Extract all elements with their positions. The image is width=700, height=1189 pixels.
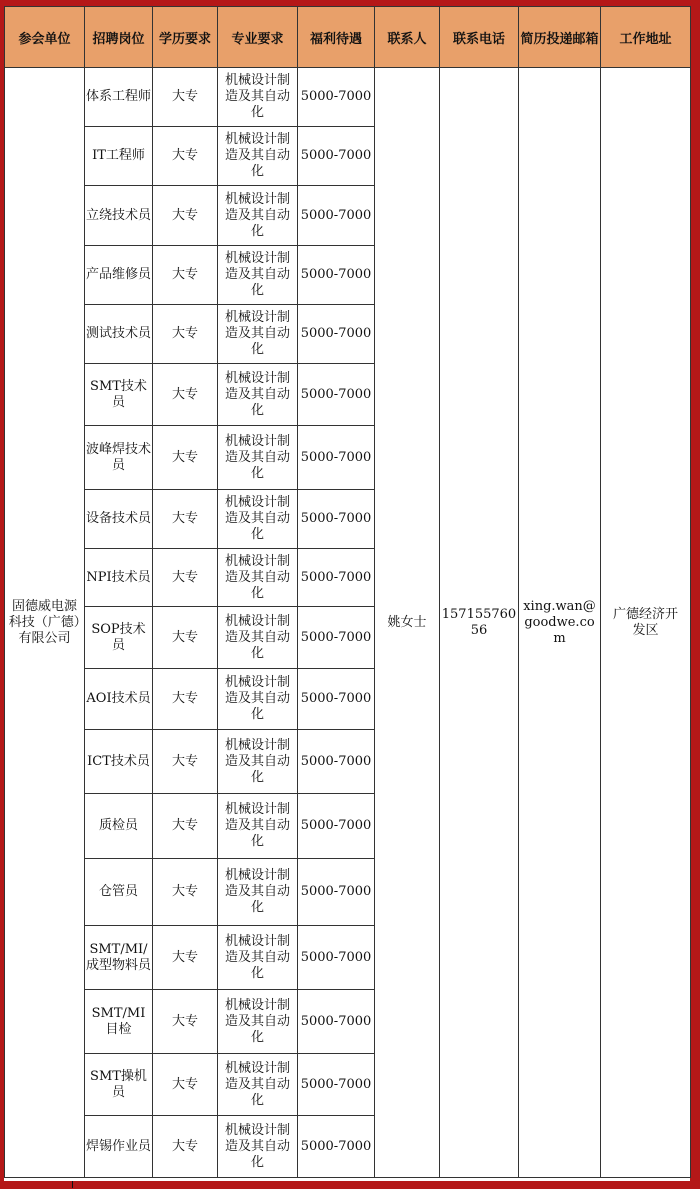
header-email: 简历投递邮箱 (519, 7, 601, 68)
major-cell: 机械设计制造及其自动化 (218, 669, 298, 730)
salary-cell: 5000-7000 (298, 246, 375, 305)
position-cell: SOP技术员 (85, 607, 153, 669)
table-body (5, 68, 691, 1178)
company-cell: 固德威电源科技（广德）有限公司 (5, 68, 85, 1178)
major-cell: 机械设计制造及其自动化 (218, 490, 298, 549)
header-major: 专业要求 (218, 7, 298, 68)
position-cell: 仓管员 (85, 859, 153, 926)
education-cell: 大专 (153, 305, 218, 364)
salary-cell: 5000-7000 (298, 426, 375, 490)
position-cell: AOI技术员 (85, 669, 153, 730)
position-cell: 测试技术员 (85, 305, 153, 364)
major-cell: 机械设计制造及其自动化 (218, 926, 298, 990)
position-cell: ICT技术员 (85, 730, 153, 794)
major-cell: 机械设计制造及其自动化 (218, 1116, 298, 1178)
address-cell: 广德经济开发区 (601, 68, 691, 1178)
education-cell: 大专 (153, 127, 218, 186)
salary-cell: 5000-7000 (298, 669, 375, 730)
major-cell: 机械设计制造及其自动化 (218, 1054, 298, 1116)
header-position: 招聘岗位 (85, 7, 153, 68)
salary-cell: 5000-7000 (298, 68, 375, 127)
position-cell: SMT操机员 (85, 1054, 153, 1116)
header-education: 学历要求 (153, 7, 218, 68)
major-cell: 机械设计制造及其自动化 (218, 794, 298, 859)
major-cell: 机械设计制造及其自动化 (218, 246, 298, 305)
education-cell: 大专 (153, 730, 218, 794)
position-cell: 波峰焊技术员 (85, 426, 153, 490)
position-cell: 产品维修员 (85, 246, 153, 305)
position-cell: NPI技术员 (85, 549, 153, 607)
education-cell: 大专 (153, 669, 218, 730)
header-address: 工作地址 (601, 7, 691, 68)
header-contact: 联系人 (375, 7, 440, 68)
position-cell: SMT/MI目检 (85, 990, 153, 1054)
position-cell: 质检员 (85, 794, 153, 859)
salary-cell: 5000-7000 (298, 186, 375, 246)
education-cell: 大专 (153, 186, 218, 246)
education-cell: 大专 (153, 1054, 218, 1116)
major-cell: 机械设计制造及其自动化 (218, 607, 298, 669)
salary-cell: 5000-7000 (298, 364, 375, 426)
education-cell: 大专 (153, 1116, 218, 1178)
table-row (5, 68, 691, 127)
position-cell: SMT/MI/成型物料员 (85, 926, 153, 990)
education-cell: 大专 (153, 364, 218, 426)
education-cell: 大专 (153, 859, 218, 926)
position-cell: 体系工程师 (85, 68, 153, 127)
salary-cell: 5000-7000 (298, 730, 375, 794)
contact-cell: 姚女士 (375, 68, 440, 1178)
salary-cell: 5000-7000 (298, 990, 375, 1054)
major-cell: 机械设计制造及其自动化 (218, 364, 298, 426)
corner-mark (72, 1181, 76, 1188)
major-cell: 机械设计制造及其自动化 (218, 426, 298, 490)
major-cell: 机械设计制造及其自动化 (218, 305, 298, 364)
education-cell: 大专 (153, 607, 218, 669)
recruitment-table (4, 6, 691, 1178)
position-cell: 焊锡作业员 (85, 1116, 153, 1178)
major-cell: 机械设计制造及其自动化 (218, 549, 298, 607)
major-cell: 机械设计制造及其自动化 (218, 990, 298, 1054)
position-cell: 立绕技术员 (85, 186, 153, 246)
education-cell: 大专 (153, 68, 218, 127)
header-salary: 福利待遇 (298, 7, 375, 68)
major-cell: 机械设计制造及其自动化 (218, 68, 298, 127)
major-cell: 机械设计制造及其自动化 (218, 127, 298, 186)
salary-cell: 5000-7000 (298, 549, 375, 607)
position-cell: 设备技术员 (85, 490, 153, 549)
recruitment-sheet (4, 6, 690, 1181)
salary-cell: 5000-7000 (298, 1116, 375, 1178)
header-company: 参会单位 (5, 7, 85, 68)
major-cell: 机械设计制造及其自动化 (218, 859, 298, 926)
education-cell: 大专 (153, 990, 218, 1054)
header-phone: 联系电话 (440, 7, 519, 68)
position-cell: SMT技术员 (85, 364, 153, 426)
education-cell: 大专 (153, 549, 218, 607)
salary-cell: 5000-7000 (298, 127, 375, 186)
education-cell: 大专 (153, 426, 218, 490)
education-cell: 大专 (153, 246, 218, 305)
email-cell[interactable]: xing.wan@goodwe.com (519, 68, 601, 1178)
position-cell: IT工程师 (85, 127, 153, 186)
header-row (5, 7, 691, 68)
major-cell: 机械设计制造及其自动化 (218, 186, 298, 246)
salary-cell: 5000-7000 (298, 490, 375, 549)
salary-cell: 5000-7000 (298, 607, 375, 669)
education-cell: 大专 (153, 794, 218, 859)
phone-cell: 15715576056 (440, 68, 519, 1178)
salary-cell: 5000-7000 (298, 926, 375, 990)
salary-cell: 5000-7000 (298, 794, 375, 859)
salary-cell: 5000-7000 (298, 305, 375, 364)
education-cell: 大专 (153, 926, 218, 990)
salary-cell: 5000-7000 (298, 1054, 375, 1116)
salary-cell: 5000-7000 (298, 859, 375, 926)
education-cell: 大专 (153, 490, 218, 549)
major-cell: 机械设计制造及其自动化 (218, 730, 298, 794)
